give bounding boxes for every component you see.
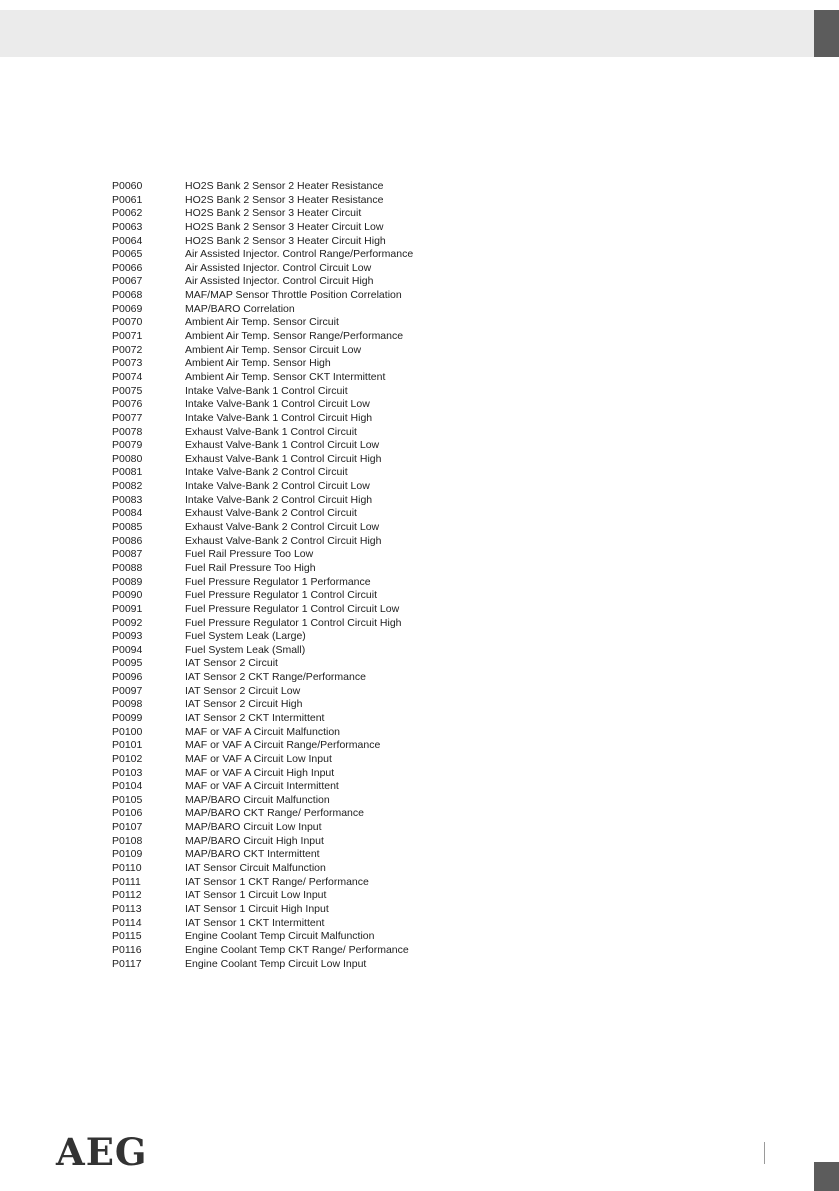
fault-code: P0104 <box>112 780 143 793</box>
code-row <box>112 617 452 631</box>
fault-description: IAT Sensor 1 CKT Range/ Performance <box>185 875 369 888</box>
fault-code: P0062 <box>112 207 143 220</box>
fault-description: IAT Sensor 2 Circuit Low <box>185 684 301 697</box>
code-row <box>112 835 452 849</box>
fault-code: P0094 <box>112 643 143 656</box>
code-row <box>112 630 452 644</box>
fault-code: P0099 <box>112 711 143 724</box>
fault-code: P0100 <box>112 725 143 738</box>
code-row <box>112 603 452 617</box>
fault-code: P0081 <box>112 466 143 479</box>
code-row <box>112 862 452 876</box>
fault-code: P0074 <box>112 370 143 383</box>
fault-description: HO2S Bank 2 Sensor 3 Heater Circuit Low <box>185 220 384 233</box>
fault-description: IAT Sensor 2 CKT Intermittent <box>185 711 325 724</box>
fault-code: P0064 <box>112 234 143 247</box>
fault-code: P0117 <box>112 957 142 970</box>
code-row <box>112 807 452 821</box>
fault-code: P0102 <box>112 752 143 765</box>
code-row <box>112 848 452 862</box>
fault-description: Intake Valve-Bank 2 Control Circuit <box>185 466 348 479</box>
fault-code: P0088 <box>112 561 143 574</box>
code-row <box>112 930 452 944</box>
fault-code: P0079 <box>112 439 143 452</box>
fault-description: Ambient Air Temp. Sensor High <box>185 357 331 370</box>
fault-description: MAP/BARO CKT Range/ Performance <box>185 807 364 820</box>
code-row <box>112 180 452 194</box>
fault-description: IAT Sensor Circuit Malfunction <box>185 862 326 875</box>
page-edge-tab-bottom <box>814 1162 839 1191</box>
code-row <box>112 876 452 890</box>
fault-description: Exhaust Valve-Bank 2 Control Circuit High <box>185 534 382 547</box>
fault-description: Exhaust Valve-Bank 1 Control Circuit High <box>185 452 382 465</box>
code-row <box>112 944 452 958</box>
fault-description: IAT Sensor 1 CKT Intermittent <box>185 916 325 929</box>
fault-code: P0107 <box>112 821 143 834</box>
fault-code: P0073 <box>112 357 143 370</box>
fault-code: P0089 <box>112 575 143 588</box>
page-number-divider <box>764 1142 765 1164</box>
code-row <box>112 439 452 453</box>
fault-code: P0066 <box>112 261 143 274</box>
fault-code: P0103 <box>112 766 143 779</box>
fault-code: P0108 <box>112 834 143 847</box>
fault-code: P0111 <box>112 875 141 888</box>
code-row <box>112 480 452 494</box>
fault-code: P0086 <box>112 534 143 547</box>
fault-description: Engine Coolant Temp CKT Range/ Performance <box>185 943 409 956</box>
fault-description: MAP/BARO CKT Intermittent <box>185 848 320 861</box>
code-row <box>112 794 452 808</box>
fault-code: P0090 <box>112 589 143 602</box>
fault-code: P0077 <box>112 411 143 424</box>
code-row <box>112 330 452 344</box>
code-row <box>112 671 452 685</box>
fault-code: P0091 <box>112 602 143 615</box>
code-row <box>112 494 452 508</box>
header-band <box>0 10 816 57</box>
fault-code: P0092 <box>112 616 143 629</box>
fault-code: P0112 <box>112 889 142 902</box>
fault-code: P0078 <box>112 425 143 438</box>
fault-description: IAT Sensor 1 Circuit High Input <box>185 902 329 915</box>
fault-code: P0093 <box>112 630 143 643</box>
code-row <box>112 344 452 358</box>
code-row <box>112 248 452 262</box>
fault-description: Ambient Air Temp. Sensor Circuit <box>185 316 339 329</box>
code-row <box>112 767 452 781</box>
fault-code: P0106 <box>112 807 143 820</box>
fault-description: MAP/BARO Circuit Low Input <box>185 821 322 834</box>
fault-code: P0110 <box>112 862 142 875</box>
code-row <box>112 289 452 303</box>
fault-description: Ambient Air Temp. Sensor Range/Performance <box>185 330 404 343</box>
code-row <box>112 235 452 249</box>
code-row <box>112 207 452 221</box>
fault-code: P0061 <box>112 193 143 206</box>
code-row <box>112 453 452 467</box>
code-row <box>112 562 452 576</box>
code-row <box>112 644 452 658</box>
fault-code: P0084 <box>112 507 143 520</box>
fault-description: Air Assisted Injector. Control Circuit High <box>185 275 374 288</box>
code-row <box>112 398 452 412</box>
diagnostic-code-list <box>112 180 452 971</box>
code-row <box>112 316 452 330</box>
fault-code: P0068 <box>112 289 143 302</box>
fault-description: Fuel Pressure Regulator 1 Control Circuit High <box>185 616 402 629</box>
fault-description: MAF or VAF A Circuit Range/Performance <box>185 739 381 752</box>
code-row <box>112 426 452 440</box>
code-row <box>112 371 452 385</box>
fault-description: Ambient Air Temp. Sensor Circuit Low <box>185 343 362 356</box>
code-row <box>112 357 452 371</box>
code-row <box>112 535 452 549</box>
fault-description: Fuel System Leak (Large) <box>185 630 306 643</box>
code-row <box>112 685 452 699</box>
fault-description: Engine Coolant Temp Circuit Malfunction <box>185 930 375 943</box>
fault-code: P0065 <box>112 248 143 261</box>
fault-description: Fuel System Leak (Small) <box>185 643 306 656</box>
fault-code: P0096 <box>112 671 143 684</box>
code-row <box>112 657 452 671</box>
code-row <box>112 507 452 521</box>
fault-description: Fuel Pressure Regulator 1 Performance <box>185 575 371 588</box>
fault-description: Exhaust Valve-Bank 2 Control Circuit <box>185 507 357 520</box>
fault-description: IAT Sensor 2 Circuit High <box>185 698 303 711</box>
code-row <box>112 712 452 726</box>
fault-code: P0083 <box>112 493 143 506</box>
code-row <box>112 917 452 931</box>
fault-description: MAP/BARO Circuit Malfunction <box>185 793 330 806</box>
fault-description: MAF or VAF A Circuit Malfunction <box>185 725 341 738</box>
fault-description: Intake Valve-Bank 1 Control Circuit <box>185 384 348 397</box>
fault-code: P0071 <box>112 330 143 343</box>
fault-code: P0105 <box>112 793 143 806</box>
aeg-logo: AEG <box>56 1130 148 1174</box>
fault-code: P0070 <box>112 316 143 329</box>
code-row <box>112 903 452 917</box>
fault-code: P0075 <box>112 384 143 397</box>
fault-description: Exhaust Valve-Bank 1 Control Circuit <box>185 425 357 438</box>
code-row <box>112 780 452 794</box>
fault-description: MAF or VAF A Circuit High Input <box>185 766 335 779</box>
code-row <box>112 576 452 590</box>
fault-description: Fuel Pressure Regulator 1 Control Circuit <box>185 589 377 602</box>
fault-code: P0095 <box>112 657 143 670</box>
fault-description: Fuel Pressure Regulator 1 Control Circuit Low <box>185 602 400 615</box>
code-row <box>112 385 452 399</box>
fault-description: Engine Coolant Temp Circuit Low Input <box>185 957 367 970</box>
fault-description: MAF/MAP Sensor Throttle Position Correlation <box>185 289 402 302</box>
fault-code: P0097 <box>112 684 143 697</box>
fault-code: P0060 <box>112 180 143 192</box>
fault-code: P0076 <box>112 398 143 411</box>
fault-code: P0087 <box>112 548 143 561</box>
fault-description: Exhaust Valve-Bank 1 Control Circuit Low <box>185 439 380 452</box>
code-row <box>112 739 452 753</box>
fault-description: IAT Sensor 1 Circuit Low Input <box>185 889 327 902</box>
fault-description: Air Assisted Injector. Control Range/Performance <box>185 248 414 261</box>
fault-code: P0067 <box>112 275 143 288</box>
fault-description: Exhaust Valve-Bank 2 Control Circuit Low <box>185 521 380 534</box>
code-row <box>112 262 452 276</box>
code-row <box>112 889 452 903</box>
fault-code: P0069 <box>112 302 143 315</box>
fault-code: P0101 <box>112 739 143 752</box>
code-row <box>112 521 452 535</box>
code-row <box>112 275 452 289</box>
fault-code: P0113 <box>112 902 142 915</box>
code-row <box>112 958 452 972</box>
fault-description: MAF or VAF A Circuit Intermittent <box>185 780 339 793</box>
fault-code: P0082 <box>112 480 143 493</box>
fault-description: Fuel Rail Pressure Too Low <box>185 548 314 561</box>
fault-code: P0080 <box>112 452 143 465</box>
code-row <box>112 753 452 767</box>
fault-description: MAF or VAF A Circuit Low Input <box>185 752 332 765</box>
fault-description: IAT Sensor 2 Circuit <box>185 657 278 670</box>
code-row <box>112 221 452 235</box>
code-row <box>112 412 452 426</box>
code-row <box>112 466 452 480</box>
fault-code: P0116 <box>112 943 142 956</box>
fault-code: P0115 <box>112 930 142 943</box>
fault-code: P0072 <box>112 343 143 356</box>
fault-description: HO2S Bank 2 Sensor 2 Heater Resistance <box>185 180 384 192</box>
fault-code: P0098 <box>112 698 143 711</box>
fault-description: MAP/BARO Correlation <box>185 302 295 315</box>
fault-description: Intake Valve-Bank 2 Control Circuit High <box>185 493 373 506</box>
code-row <box>112 194 452 208</box>
code-row <box>112 726 452 740</box>
code-row <box>112 698 452 712</box>
fault-description: HO2S Bank 2 Sensor 3 Heater Resistance <box>185 193 384 206</box>
code-row <box>112 821 452 835</box>
fault-description: Air Assisted Injector. Control Circuit Low <box>185 261 372 274</box>
fault-description: Ambient Air Temp. Sensor CKT Intermittent <box>185 370 386 383</box>
code-row <box>112 589 452 603</box>
code-row <box>112 303 452 317</box>
page-edge-tab-top <box>814 10 839 57</box>
fault-description: Intake Valve-Bank 2 Control Circuit Low <box>185 480 370 493</box>
fault-description: MAP/BARO Circuit High Input <box>185 834 324 847</box>
fault-code: P0085 <box>112 521 143 534</box>
code-row <box>112 548 452 562</box>
fault-description: HO2S Bank 2 Sensor 3 Heater Circuit High <box>185 234 386 247</box>
fault-description: HO2S Bank 2 Sensor 3 Heater Circuit <box>185 207 362 220</box>
fault-description: Intake Valve-Bank 1 Control Circuit Low <box>185 398 370 411</box>
fault-code: P0114 <box>112 916 142 929</box>
fault-code: P0109 <box>112 848 143 861</box>
fault-description: Intake Valve-Bank 1 Control Circuit High <box>185 411 373 424</box>
fault-description: Fuel Rail Pressure Too High <box>185 561 316 574</box>
fault-description: IAT Sensor 2 CKT Range/Performance <box>185 671 366 684</box>
fault-code: P0063 <box>112 220 143 233</box>
